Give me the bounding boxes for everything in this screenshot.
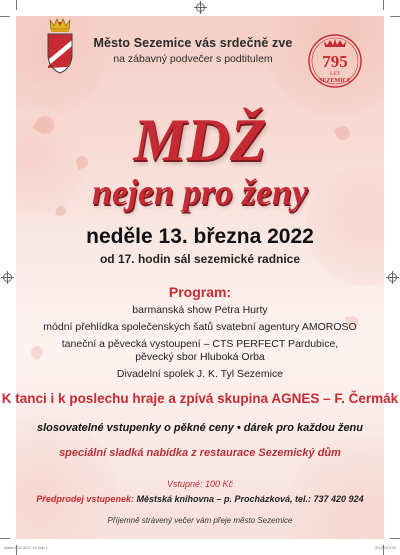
program-item: taneční a pěvecká vystoupení – CTS PERFECT Pardubice, — [61, 338, 339, 350]
crop-mark — [383, 0, 384, 10]
slug-filename: plakat MDZ 2022_A3.indd 1 — [4, 546, 48, 550]
badge-caption: LET — [329, 71, 341, 77]
crop-mark — [390, 16, 400, 17]
program-item: pěvecký sbor Hluboká Orba — [135, 351, 265, 363]
crop-mark — [16, 0, 17, 10]
program-list — [0, 304, 400, 385]
presale-info — [0, 494, 400, 504]
invitation-subline: na zábavný podvečer s podtitulem — [113, 53, 273, 65]
event-date: neděle 13. března 2022 — [86, 225, 314, 248]
coat-of-arms-icon — [45, 16, 75, 76]
badge-town: SEZEMICE — [319, 78, 351, 84]
invitation-header — [78, 36, 308, 65]
crop-mark — [390, 538, 400, 539]
event-time-place: od 17. hodin sál sezemické radnice — [99, 252, 301, 266]
program-item: módní přehlídka společenských šatů svatební agentury AMOROSO — [43, 321, 357, 333]
poster — [16, 16, 384, 539]
registration-mark-icon — [3, 273, 12, 282]
invitation-line: Město Sezemice vás srdečně zve — [93, 36, 293, 50]
main-title: MDŽ — [133, 107, 267, 173]
admission-price: Vstupné: 100 Kč — [166, 479, 234, 489]
presale-label: Předprodej vstupenek: — [36, 494, 134, 504]
print-slug — [4, 546, 396, 550]
program-heading: Program: — [168, 284, 232, 300]
program-item: Divadelní spolek J. K. Tyl Sezemice — [116, 368, 284, 380]
restaurant-offer: speciální sladká nabídka z restaurace Sezemický dům — [59, 447, 341, 459]
program-item: barmanská show Petra Hurty — [132, 304, 268, 316]
tickets-note: slosovatelné vstupenky o pěkné ceny • dárek pro každou ženu — [36, 422, 363, 434]
slug-timestamp: 09.02.22 9:06 — [374, 546, 396, 550]
closing-wish: Příjemně strávený večer vám přeje město Sezemice — [107, 516, 293, 525]
presale-detail: Městská knihovna – p. Procházková, tel.: 737 420 924 — [136, 494, 364, 504]
registration-mark-icon — [388, 273, 397, 282]
badge-number: 795 — [322, 52, 348, 71]
crop-mark — [0, 16, 10, 17]
subtitle: nejen pro ženy — [92, 172, 308, 212]
registration-mark-icon — [196, 3, 205, 12]
crop-mark — [0, 538, 10, 539]
music-announcement: K tanci i k poslechu hraje a zpívá skupina AGNES – F. Čermák — [1, 391, 399, 406]
anniversary-badge — [306, 32, 364, 90]
